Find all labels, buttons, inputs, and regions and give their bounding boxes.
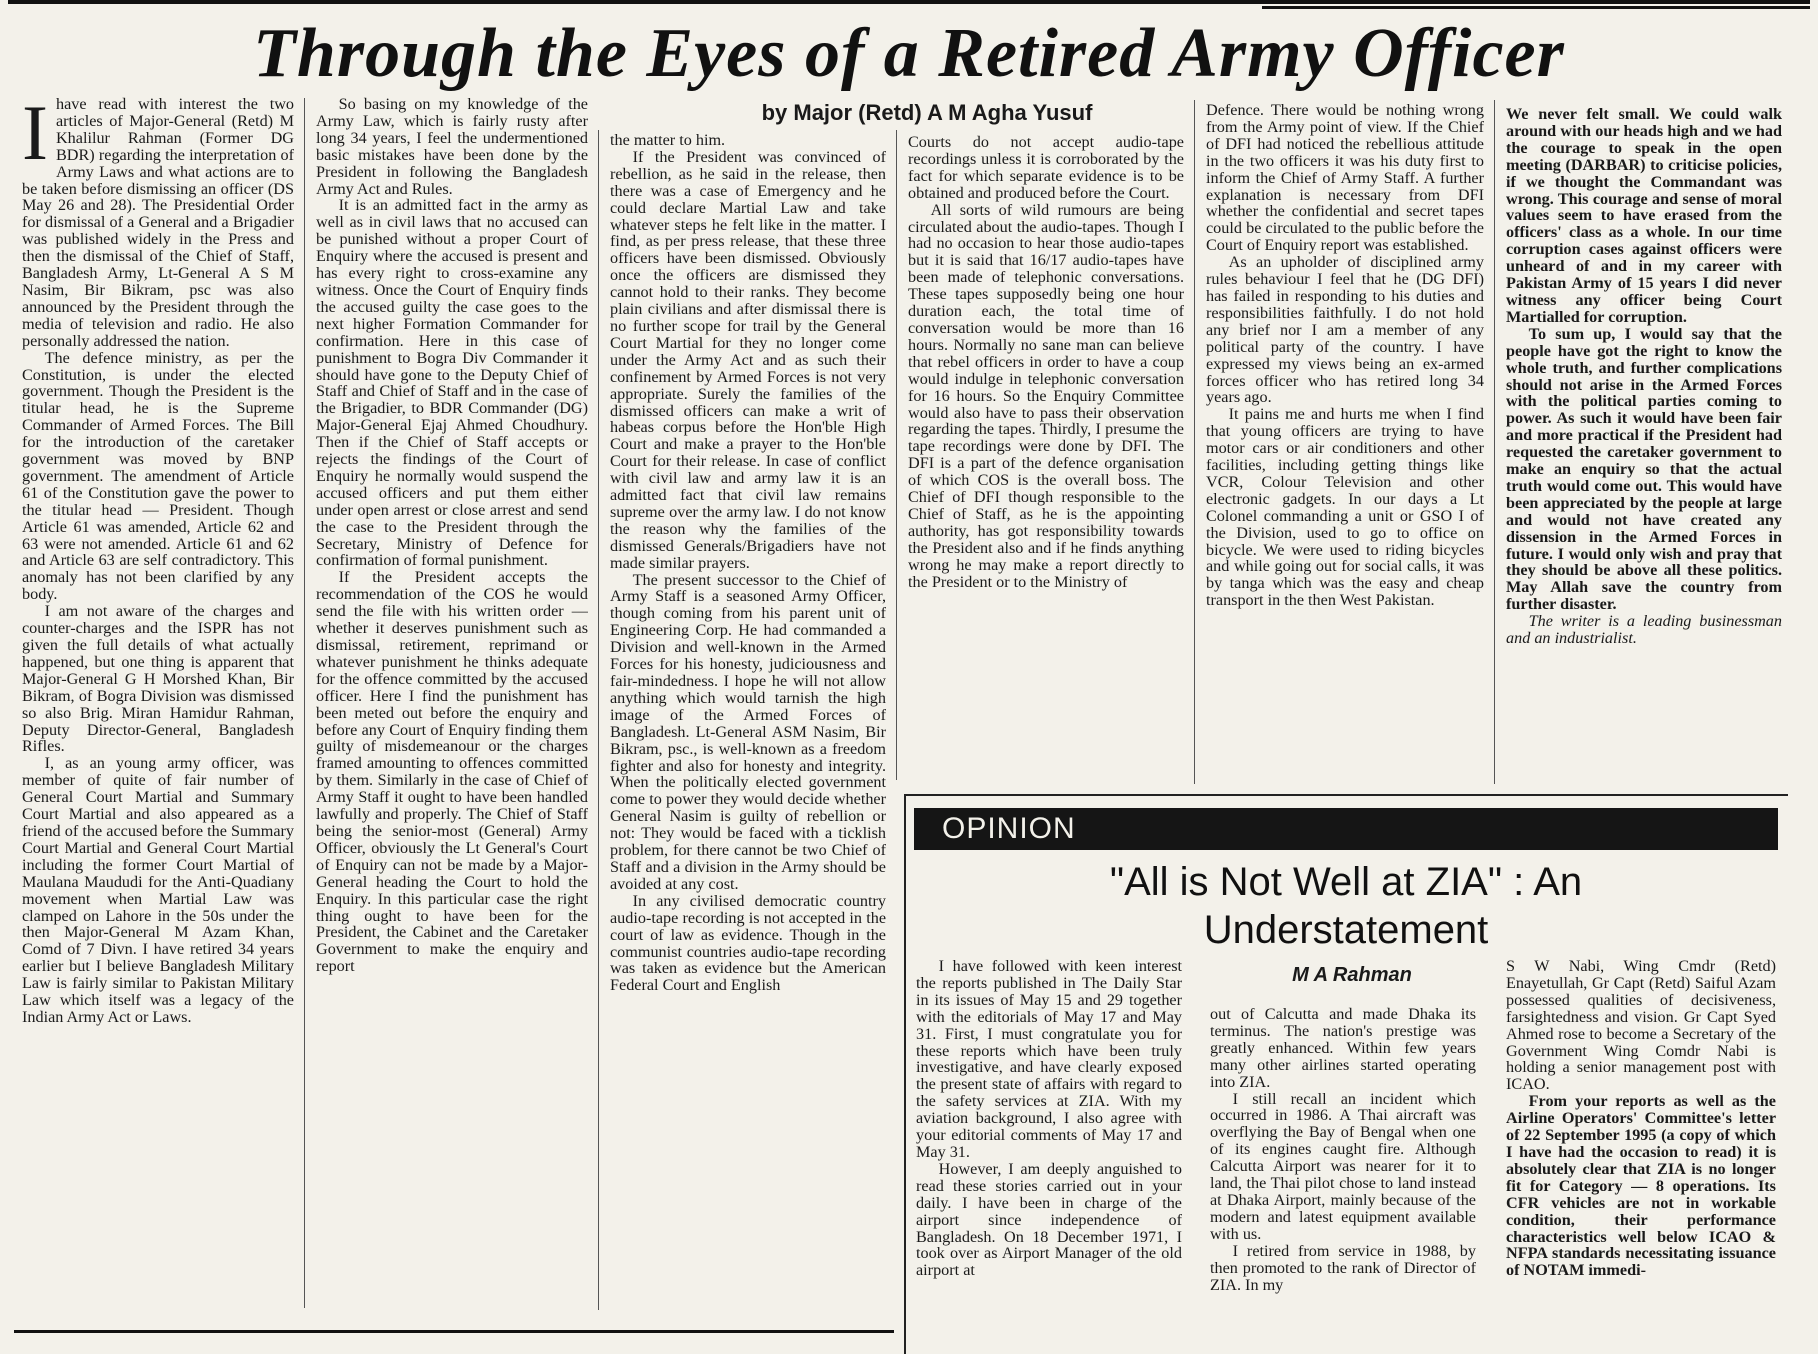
article-paragraph: To sum up, I would say that the people have got the right to know the whole truth, and further complications should not arise in the Armed Forces with the political parties coming to power. As such it would have been fair and more practical if the President had requested the caretaker government to make an enquiry so that the actual truth would come out. This would have been appreciated by the people at large and would not have created any dissension in the Armed Forces in future. I would only wish and pray that they should be above all these politics. May Allah save the country from further disaster. [1506,324,1782,614]
column-divider [304,98,305,1308]
article-column-4 [908,134,1184,784]
article-paragraph: Defence. There would be nothing wrong from the Army point of view. If the Chief of DFI had noticed the rebellious attitude in the two officers it was his duty first to inform the Chief of Army Staff. A further explanation is necessary from DFI whether the confidential and secret tapes could be circulated to the public before the Court of Enquiry report was established. [1206,102,1484,255]
top-rule-right [1262,6,1810,9]
opinion-column-2 [1210,1006,1476,1346]
article-column-1 [22,96,294,1306]
article-paragraph: We never felt small. We could walk around with our heads high and we had the courage to speak in the open meeting (DARBAR) to criticise policies, if we thought the Commandant was wrong. This courage and sense of moral values seem to have erased from the officers' class as a whole. In our time corruption cases against officers were unheard of and in my career with Pakistan Army of 15 years I did never witness any officer being Court Martialled for corruption. [1506,106,1782,326]
opinion-paragraph: I have followed with keen interest the reports published in The Daily Star in its issues of May 15 and 29 together with the editorials of May 17 and May 31. First, I must congratulate you for these reports which have been truly investigative, and have clearly exposed the present state of affairs with regard to the safety services at ZIA. With my aviation background, I also agree with your editorial comments of May 17 and May 31. [916,958,1182,1161]
opinion-frame-top [904,794,1788,796]
article-paragraph: I, as an young army officer, was member of quite of fair number of General Court Martial and Summary Court Martial and also appeared as a friend of the accused before the Summary Court Martial and General Court Martial including the former Court Martial of Maulana Maududi for the Anti-Quadiany movement when Martial Law was clamped on Lahore in the 50s under the then Major-General M Azam Khan, Comd of 7 Divn. I have retired 34 years earlier but I believe Bangladesh Military Law is fairly similar to Pakistan Military Law which itself was a legacy of the Indian Army Act or Laws. [22,754,294,1026]
opinion-column-1 [916,958,1182,1346]
opinion-paragraph: From your reports as well as the Airline Operators' Committee's letter of 22 September 1995 (a copy of which I have had the occasion to read) it is absolutely clear that ZIA is no longer fit for Category — 8 operations. Its CFR vehicles are not in workable condition, their performance characteristics well below ICAO & NFPA standards necessitating issuance of NOTAM immedi- [1506,1092,1776,1280]
column-divider [598,130,599,1310]
opinion-frame-left [904,794,906,1354]
bottom-rule [14,1330,894,1333]
opinion-headline-line-2: Understatement [1203,908,1489,952]
column-divider [1194,100,1195,784]
byline: by Major (Retd) A M Agha Yusuf [761,100,1093,125]
article-paragraph: It pains me and hurts me when I find that young officers are trying to have motor cars or air conditioners and other facilities, including getting things like VCR, Colour Television and other electronic gadgets. In our days a Lt Colonel commanding a unit or GSO I of the Division, used to go to office on bicycle. We were used to riding bicycles and while going out for social calls, it was by tanga which was the easy and cheap transport in the then West Pakistan. [1206,405,1484,610]
column-divider [896,130,897,780]
article-column-5 [1206,102,1484,786]
article-paragraph: The present successor to the Chief of Army Staff is a seasoned Army Officer, though coming from his parent unit of Engineering Corp. He had commanded a Division and well-known in the Armed Forces for his honesty, judiciousness and fair-mindedness. I hope he will not allow anything which would tarnish the high image of the Armed Forces of Bangladesh. Lt-General ASM Nasim, Bir Bikram, psc., is well-known as a freedom fighter and also for honesty and integrity. When the politically elected government come to power they would decide whether General Nasim is guilty of rebellion or not: They would be faced with a ticklish problem, for there cannot be two Chief of Staff and a division in the Army should be avoided at any cost. [610,570,886,893]
opinion-paragraph: S W Nabi, Wing Cmdr (Retd) Enayetullah, Gr Capt (Retd) Saiful Azam possessed qualities of decisiveness, farsightedness and vision. Gr Capt Syed Ahmed rose to become a Secretary of the Government Wing Comdr Nabi is holding a senior management post with ICAO. [1506,958,1776,1094]
page-title: Through the Eyes of a Retired Army Officer [253,15,1565,92]
article-paragraph: As an upholder of disciplined army rules behaviour I feel that he (DG DFI) has failed in responding to his duties and responsibilities faithfully. I do not hold any brief nor I am a member of any political party of the country. I have expressed my views being an ex-armed forces officer who has retired long 34 years ago. [1206,253,1484,407]
article-paragraph: So basing on my knowledge of the Army Law, which is fairly rusty after long 34 years, I feel the undermentioned basic mistakes have been done by the President in following the Bangladesh Army Act and Rules. [316,96,588,198]
article-paragraph: In any civilised democratic country audio-tape recording is not accepted in the court of law as evidence. Though in the communist countries audio-tape recording was taken as evidence but the American Federal Court and English [610,891,886,995]
top-rule [8,0,1810,4]
opinion-column-3 [1506,958,1776,1346]
article-paragraph: If the President accepts the recommendation of the COS he would send the file with his written order — whether it deserves punishment such as dismissal, retirement, reprimand or whatever punishment he thinks adequate for the offence committed by the accused officer. Here I find the punishment has been meted out before the enquiry and before any Court of Enquiry finding them guilty of misdemeanour or the charges framed amounting to offences committed by them. Similarly in the case of Chief of Army Staff it ought to have been handled lawfully and properly. The Chief of Staff being the senior-most (General) Army Officer, obviously the Lt General's Court of Enquiry can not be made by a Major-General heading the Court to hold the Enquiry. In this particular case the right thing ought to have been for the President, the Cabinet and the Caretaker Government to make the enquiry and report [316,568,588,976]
article-column-6 [1506,106,1782,790]
opinion-author: M A Rahman [1292,964,1412,986]
author-note: The writer is a leading businessman and an industrialist. [1506,612,1782,648]
column-divider [1494,100,1495,784]
article-paragraph: the matter to him. [610,132,726,149]
opinion-section-label: OPINION [914,808,1778,850]
article-paragraph: All sorts of wild rumours are being circulated about the audio-tapes. Though I had no occasion to hear those audio-tapes but it is said that 16/17 audio-tapes have been made of telephonic conversations. These tapes supposedly being one hour duration each, the total time of conversation would be more than 16 hours. Normally no sane man can believe that rebel officers in order to have a coup would indulge in telephonic conversation for 16 hours. So the Enquiry Committee would also have to pass their observation regarding the tapes. Thirdly, I presume the tape recordings were done by DFI. The DFI is a part of the defence organisation of which COS is the overall boss. The Chief of DFI though responsible to the Chief of Staff, as he is the appointing authority, has got responsibility towards the President also and if he finds anything wrong he may make a report directly to the President or to the Ministry of [908,200,1184,591]
article-paragraph: Courts do not accept audio-tape recordings unless it is corroborated by the fact for which separate evidence is to be obtained and produced before the Court. [908,134,1184,202]
dropcap-letter: I [22,96,48,176]
article-paragraph: The defence ministry, as per the Constitution, is under the elected government. Though the President is the titular head, he is the Supreme Commander of Armed Forces. The Bill for the introduction of the caretaker government was moved by BNP government. The amendment of Article 61 of the Constitution gave the power to the titular head — President. Though Article 61 was amended, Article 62 and 63 were not amended. Article 61 and 62 and Article 63 are self contradictory. This anomaly has not been clarified by any body. [22,348,294,604]
article-column-2 [316,96,588,1308]
next-headline-fragment [14,1330,894,1346]
opinion-paragraph: However, I am deeply anguished to read these stories carried out in your daily. I have been in charge of the airport since independence of Bangladesh. On 18 December 1971, I took over as Airport Manager of the old airport at [916,1159,1182,1280]
article-paragraph: have read with interest the two articles of Major-General (Retd) M Khalilur Rahman (Former DG BDR) regarding the interpretation of Army Laws and what actions are to be taken before dismissing an officer (DS May 26 and 28). The Presidential Order for dismissal of a General and a Brigadier was published widely in the Press and then the dismissal of the Chief of Staff, Bangladesh Army, Lt-General A S M Nasim, Bir Bikram, psc was also announced by the President through the media of television and radio. He also personally addressed the nation. [22,96,294,350]
opinion-headline-line-1: "All is Not Well at ZIA" : An [1109,860,1583,904]
opinion-headline [914,858,1778,954]
opinion-paragraph: I retired from service in 1988, by then promoted to the rank of Director of ZIA. In my [1210,1241,1476,1294]
article-paragraph: If the President was convinced of rebellion, as he said in the release, then there was a case of Emergency and he could declare Martial Law and take whatever steps he felt like in the matter. I find, as per press release, that these three officers have been dismissed. Obviously once the officers are dismissed they cannot hold to their ranks. They become plain civilians and after dismissal there is no further scope for trail by the General Court Martial for they no longer come under the Army Act and as such their confinement by Armed Forces is not very appropriate. Surely the families of the dismissed officers can make a writ of habeas corpus before the Hon'ble High Court and make a prayer to the Hon'ble Court for their release. In case of conflict with civil law and army law it is an admitted fact that civil law remains supreme over the army law. I do not know the reason why the families of the dismissed Generals/Brigadiers have not made similar prayers. [610,147,886,572]
article-paragraph: It is an admitted fact in the army as well as in civil laws that no accused can be punished without a proper Court of Enquiry where the accused is present and has every right to cross-examine any witness. Once the Court of Enquiry finds the accused guilty the case goes to the next higher Formation Commander for confirmation. Here in this case of punishment to Bogra Div Commander it should have gone to the Deputy Chief of Staff and Chief of Staff and in the case of the Brigadier, to BDR Commander (DG) Major-General Ejaj Ahmed Choudhury. Then if the Chief of Staff accepts or rejects the findings of the Court of Enquiry he normally would suspend the accused officers and put them either under open arrest or close arrest and send the case to the President through the Secretary, Ministry of Defence for confirmation of formal punishment. [316,196,588,570]
opinion-paragraph: I still recall an incident which occurred in 1986. A Thai aircraft was overflying the Bay of Bengal when one of its engines caught fire. Although Calcutta Airport was nearer for it to land, the Thai pilot chose to land instead at Dhaka Airport, mainly because of the modern and latest equipment available with us. [1210,1089,1476,1243]
article-paragraph: I am not aware of the charges and counter-charges and the ISPR has not given the full details of what actually happened, but one thing is apparent that Major-General G H Morshed Khan, Bir Bikram, of Bogra Division was dismissed so also Brig. Miran Hamidur Rahman, Deputy Director-General, Bangladesh Rifles. [22,602,294,756]
article-column-3 [610,132,886,1308]
opinion-paragraph: out of Calcutta and made Dhaka its terminus. The nation's prestige was greatly enhanced. Within few years many other airlines started operating into ZIA. [1210,1006,1476,1091]
